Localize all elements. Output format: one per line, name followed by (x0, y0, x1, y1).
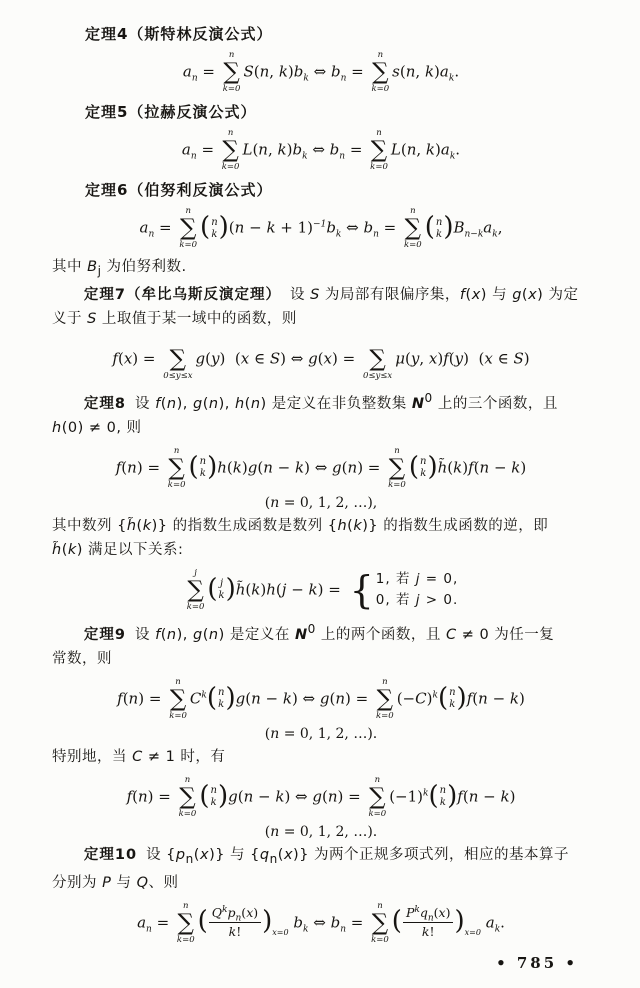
theorem7-line1 (52, 283, 590, 307)
theorem9-special-case: 特别地，当 C ≠ 1 时，有 (52, 748, 226, 765)
theorem6-formula: $a_n$ = n ∑ k=0 ( n k )$(n - k + 1)^{-1}b_k$ ⇔ $b_n$ = n ∑ k=0 ( n k )$B_{n-k}a_k$, (139, 206, 503, 250)
theorem8-condition: (n = 0, 1, 2, …), (264, 494, 378, 511)
theorem7-line2: 义于 S 上取值于某一域中的函数，则 (52, 310, 297, 327)
theorem5-formula: $a_n$ = n ∑ k=0 L(n, $k)b_k$ ⇔ $b_n$ = n ∑ k=0 L(n, $k)a_k$. (181, 128, 461, 172)
theorem6-title: 定理6（伯努利反演公式） (85, 181, 273, 199)
theorem7-intro: 设 S 为局部有限偏序集，f(x) 与 g(x) 为定 (289, 286, 579, 303)
theorem9-formula2: f(n) = n ∑ k=0 ( n k )g(n − k) ⇔ g(n) = n ∑ k=0 $(-1)^k$( n k )f(n − k) (126, 774, 516, 819)
theorem4-formula: $a_n$ = n ∑ k=0 S(n, $k)b_k$ ⇔ $b_n$ = n ∑ k=0 s(n, $k)a_k$. (182, 50, 460, 94)
theorem8-intro: 设 f(n), g(n), h(n) 是定义在非负整数集 $N^0$ 上的三个函数，且 (134, 390, 558, 412)
theorem7-title: 定理7（牟比乌斯反演定理） (83, 286, 281, 303)
theorem10-line2: 分别为 P 与 Q、则 (52, 874, 179, 891)
theorem10-intro: 设 $\{p_n(x)\}$ 与 $\{q_n(x)\}$ 为两个正规多项式列，相应的基本算子 (146, 846, 570, 866)
theorem9-line1 (52, 617, 590, 647)
theorem6-note: 其中 $B_j$ 为伯努利数. (52, 259, 187, 278)
theorem6-heading (52, 179, 590, 200)
theorem8-formula: f(n) = n ∑ k=0 ( n k )h(k)g(n − k) ⇔ g(n) = n ∑ k=0 ( n k )h̃(k)f(n − k) (115, 445, 527, 490)
theorem5-title: 定理5（拉赫反演公式） (85, 103, 257, 121)
theorem10-line1 (52, 843, 590, 871)
theorem9-condition2: (n = 0, 1, 2, …). (264, 823, 378, 840)
theorem7-formula: f(x) = ∑ 0≤y≤x g(y) (x ∈ S) ⇔ g(x) = ∑ 0≤y≤x μ(y, x)f(y) (x ∈ S) (112, 345, 530, 381)
theorem8-line2: h(0) ≠ 0, 则 (52, 419, 142, 436)
theorem10-title: 定理10 (83, 846, 138, 863)
theorem4-title: 定理4（斯特林反演公式） (85, 25, 273, 43)
theorem4-heading (52, 23, 590, 44)
theorem8-note2: h̃(k) 满足以下关系: (52, 541, 184, 558)
theorem9-line2: 常数，则 (52, 650, 112, 667)
theorem9-intro: 设 f(n), g(n) 是定义在 $N^0$ 上的两个函数，且 C ≠ 0 为任一复 (134, 621, 555, 643)
theorem8-note1: 其中数列 {h̃(k)} 的指数生成函数是数列 {h(k)} 的指数生成函数的逆，即 (52, 517, 549, 534)
theorem9-title: 定理9 (83, 626, 126, 643)
theorem8-cases-formula: j ∑ k=0 ( j k )h̃(k)h(j − k) = { 1, 若 j = 0, 0, 若 j > 0. (186, 567, 459, 613)
theorem10-formula: $a_n$ = n ∑ k=0 ( $Q^kp_n(x)$ k! )$_{x=0}$ $b_k$ ⇔ $b_n$ = n ∑ k=0 ( $P^kq_n(x)$ k! )$_{x=0}$ $a_k$. (137, 900, 505, 945)
theorem9-formula: f(n) = n ∑ k=0 $C^k$( n k )g(n − k) ⇔ g(n) = n ∑ k=0 $(-C)^k$( n k )f(n − k) (117, 676, 525, 721)
theorem9-condition: (n = 0, 1, 2, …). (264, 725, 378, 742)
theorem8-title: 定理8 (83, 395, 126, 412)
theorem5-heading (52, 101, 590, 122)
theorem8-line1 (52, 386, 590, 416)
page-number: • 785 • (496, 954, 578, 972)
